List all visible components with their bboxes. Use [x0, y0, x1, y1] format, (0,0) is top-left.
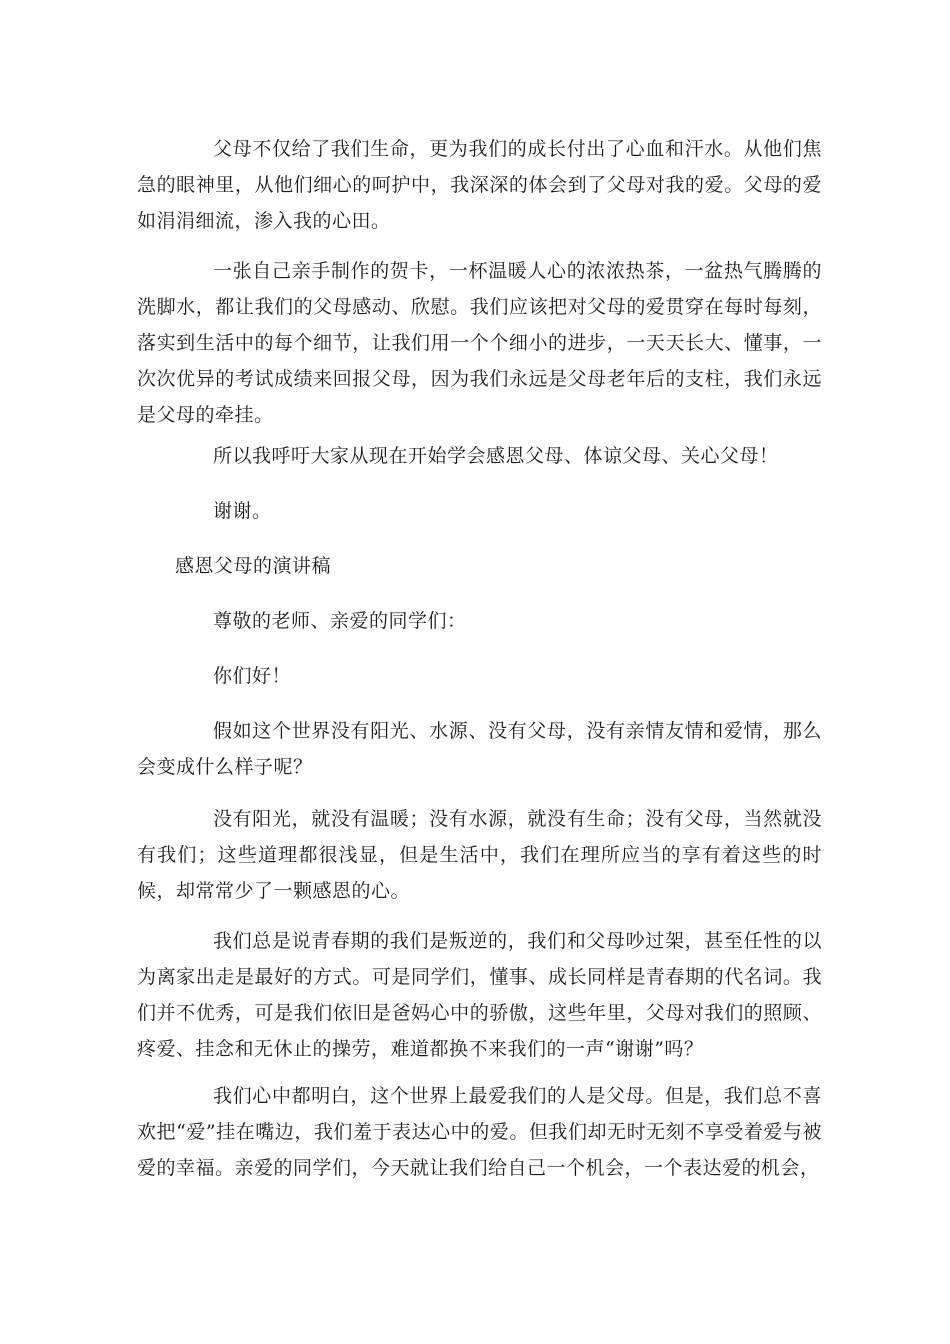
paragraph-thanks: 谢谢。 — [213, 500, 272, 522]
paragraph-if-world: 假如这个世界没有阳光、水源、没有父母，没有亲情友情和爱情，那么会变成什么样子呢？ — [137, 720, 822, 778]
speech-hello: 你们好！ — [213, 665, 292, 687]
speech-title: 感恩父母的演讲稿 — [175, 555, 332, 577]
paragraph-parents-gave-life: 父母不仅给了我们生命，更为我们的成长付出了心血和汗水。从他们焦急的眼神里，从他们细心的呵护中，我深深的体会到了父母对我的爱。父母的爱如涓涓细流，渗入我的心田。 — [137, 138, 822, 232]
paragraph-greeting-card: 一张自己亲手制作的贺卡，一杯温暖人心的浓浓热茶，一盆热气腾腾的洗脚水，都让我们的父母感动、欣慰。我们应该把对父母的爱贯穿在每时每刻，落实到生活中的每个细节，让我们用一个个细小的进步，一天天长大、懂事，一次次优异的考试成绩来回报父母，因为我们永远是父母老年后的支柱，我们永远是父母的牵挂。 — [137, 260, 822, 426]
speech-salutation: 尊敬的老师、亲爱的同学们： — [213, 610, 467, 632]
paragraph-no-sunshine: 没有阳光，就没有温暖；没有水源，就没有生命；没有父母，当然就没有我们；这些道理都很浅显，但是生活中，我们在理所应当的享有着这些的时候，却常常少了一颗感恩的心。 — [137, 808, 822, 902]
paragraph-love-parents: 我们心中都明白，这个世界上最爱我们的人是父母。但是，我们总不喜欢把“爱”挂在嘴边，我们羞于表达心中的爱。但我们却无时无刻不享受着爱与被爱的幸福。亲爱的同学们，今天就让我们给自己一个机会，一个表达爱的机会， — [137, 1085, 822, 1179]
paragraph-adolescence: 我们总是说青春期的我们是叛逆的，我们和父母吵过架，甚至任性的以为离家出走是最好的方式。可是同学们，懂事、成长同样是青春期的代名词。我们并不优秀，可是我们依旧是爸妈心中的骄傲，这些年里，父母对我们的照顾、疼爱、挂念和无休止的操劳，难道都换不来我们的一声“谢谢”吗？ — [137, 930, 822, 1060]
paragraph-appeal: 所以我呼吁大家从现在开始学会感恩父母、体谅父母、关心父母！ — [213, 445, 779, 467]
